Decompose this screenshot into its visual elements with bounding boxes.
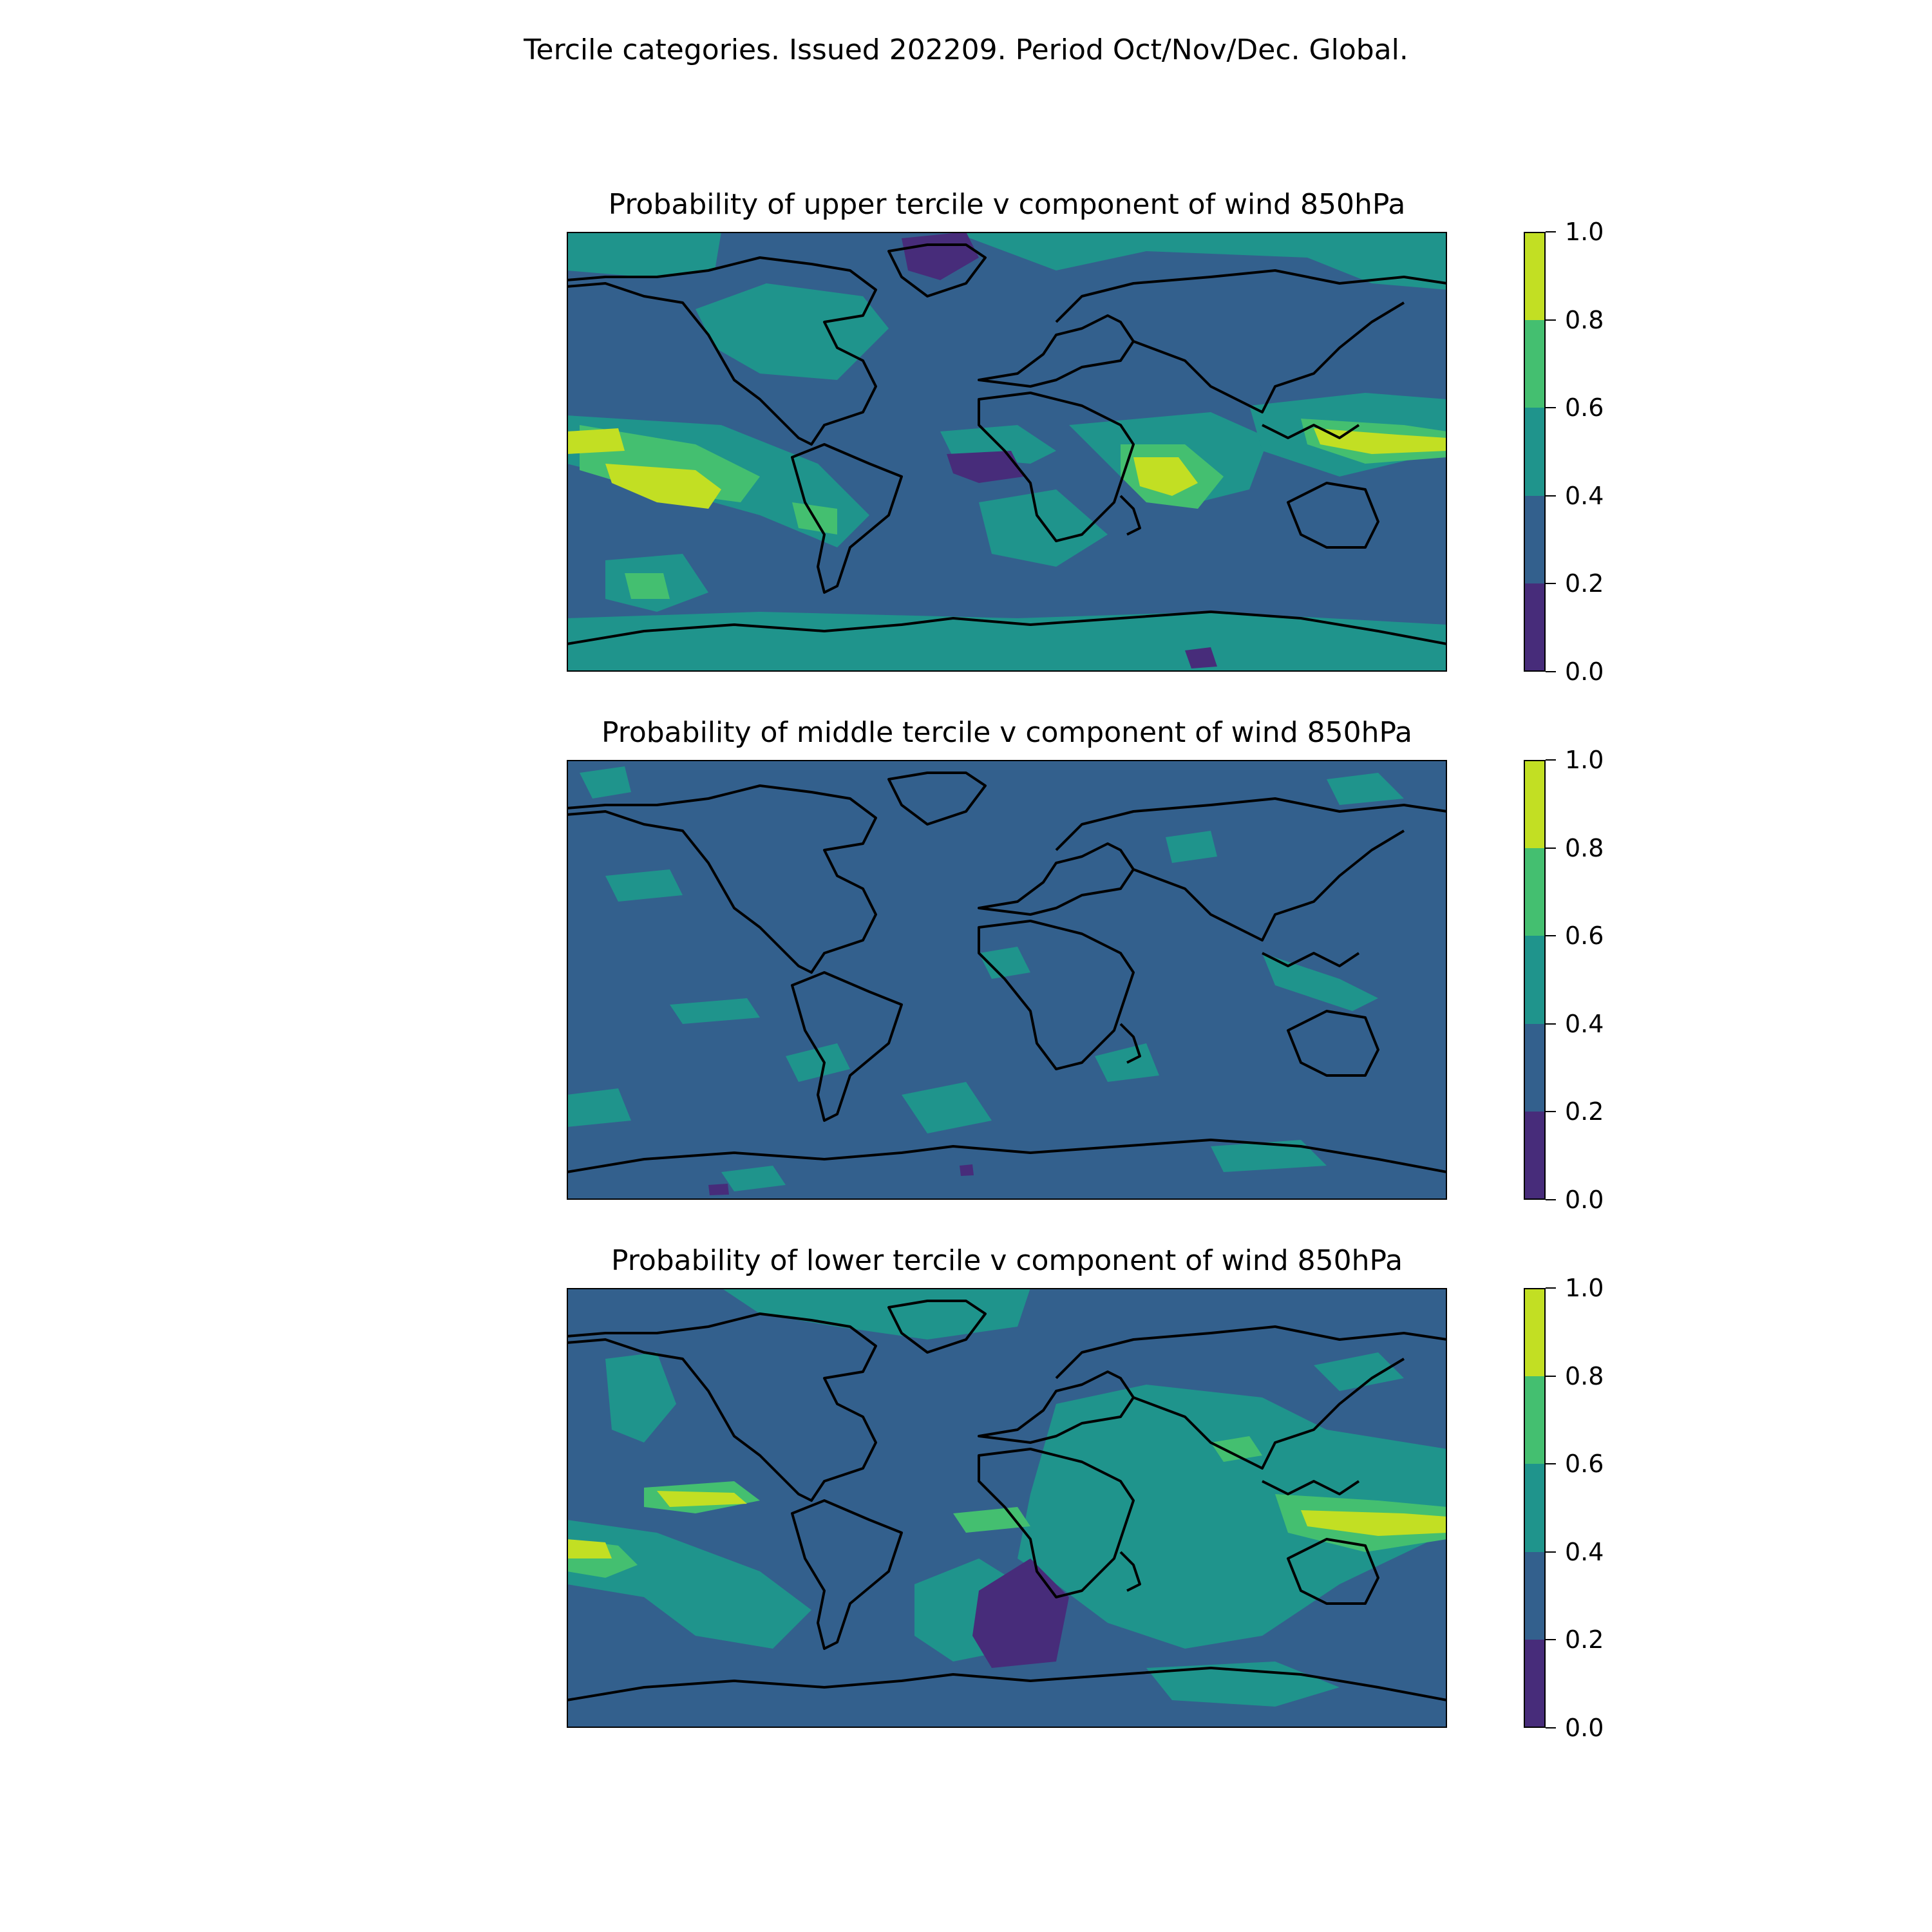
colorbar-tick-label: 0.2	[1565, 1097, 1604, 1126]
colorbar-tick-label: 1.0	[1565, 218, 1604, 246]
colorbar-tick-label: 0.2	[1565, 569, 1604, 598]
panel-title: Probability of middle tercile v component of wind 850hPa	[601, 716, 1413, 749]
colorbar-tick-label: 0.8	[1565, 834, 1604, 862]
colorbar-tick-label: 0.4	[1565, 482, 1604, 510]
panel-title: Probability of lower tercile v component of wind 850hPa	[611, 1244, 1403, 1277]
map-middle-tercile[interactable]	[567, 760, 1447, 1200]
colorbar	[1524, 1288, 1546, 1728]
map-upper-tercile[interactable]	[567, 232, 1447, 672]
colorbar-tick-label: 0.6	[1565, 922, 1604, 950]
panel-title: Probability of upper tercile v component of wind 850hPa	[608, 188, 1406, 221]
panel-middle-tercile	[0, 708, 1932, 1236]
colorbar-tick-label: 1.0	[1565, 1274, 1604, 1302]
figure-title: Tercile categories. Issued 202209. Period Oct/Nov/Dec. Global.	[524, 33, 1408, 66]
colorbar-tick-label: 1.0	[1565, 746, 1604, 774]
colorbar-tick-label: 0.8	[1565, 1362, 1604, 1390]
colorbar-tick-label: 0.2	[1565, 1625, 1604, 1654]
colorbar-tick-label: 0.4	[1565, 1010, 1604, 1038]
colorbar-tick-label: 0.4	[1565, 1538, 1604, 1566]
colorbar-tick-label: 0.0	[1565, 658, 1604, 686]
colorbar-tick-label: 0.6	[1565, 393, 1604, 422]
panel-upper-tercile	[0, 180, 1932, 708]
map-lower-tercile[interactable]	[567, 1288, 1447, 1728]
colorbar-tick-label: 0.0	[1565, 1186, 1604, 1214]
colorbar-tick-label: 0.0	[1565, 1714, 1604, 1742]
colorbar	[1524, 760, 1546, 1200]
colorbar-tick-label: 0.6	[1565, 1450, 1604, 1478]
colorbar	[1524, 232, 1546, 672]
panel-lower-tercile	[0, 1236, 1932, 1765]
colorbar-tick-label: 0.8	[1565, 306, 1604, 334]
